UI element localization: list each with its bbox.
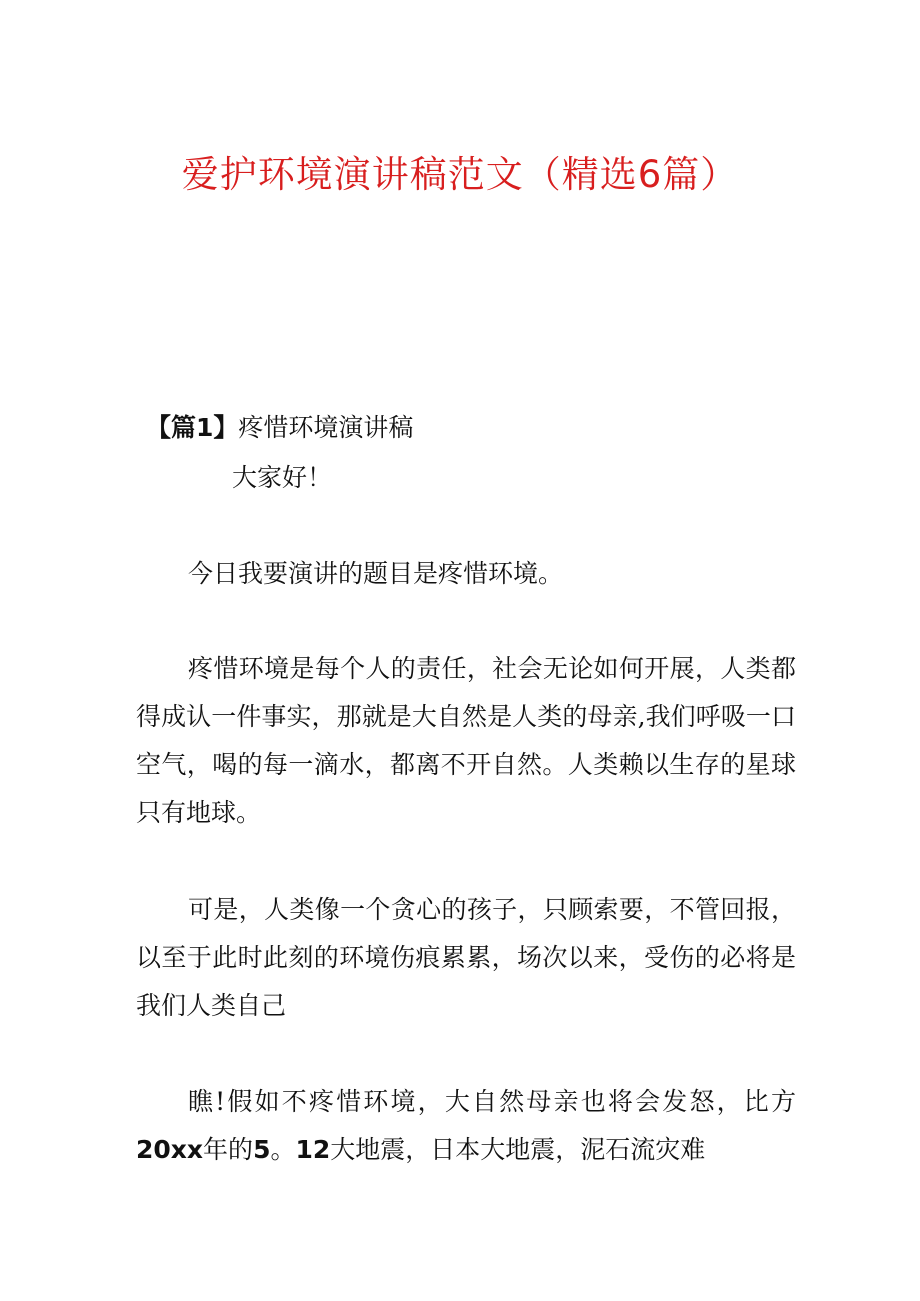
separator-text: 。 <box>270 1135 296 1164</box>
section-label: 【篇1】 <box>146 413 239 442</box>
greeting: 大家好！ <box>232 463 333 492</box>
year-text: 20xx <box>136 1135 204 1164</box>
paragraph: 可是，人类像一个贪心的孩子，只顾索要，不管回报，以至于此时此刻的环境伤痕累累，场次以来，受伤的必将是我们人类自己 <box>136 895 796 1020</box>
paragraph: 疼惜环境是每个人的责任，社会无论如何开展，人类都得成认一件事实，那就是大自然是人类的母亲,我们呼吸一口空气，喝的每一滴水，都离不开自然。人类赖以生存的星球只有地球。 <box>136 654 796 827</box>
number-text: 5 <box>253 1135 271 1164</box>
section-heading-text: 疼惜环境演讲稿 <box>238 413 414 442</box>
paragraph-text: 大地震，日本大地震，泥石流灾难 <box>330 1135 706 1164</box>
section-heading <box>146 408 413 448</box>
paragraph-text: 瞧!假如不疼惜环境，大自然母亲也将会发怒，比方 <box>188 1087 796 1116</box>
document-title: 爱护环境演讲稿范文（精选6篇） <box>181 153 739 196</box>
paragraph <box>136 1078 796 1174</box>
number-text: 12 <box>295 1135 331 1164</box>
paragraph-text: 年的 <box>203 1135 254 1164</box>
paragraph: 今日我要演讲的题目是疼惜环境。 <box>188 559 564 588</box>
